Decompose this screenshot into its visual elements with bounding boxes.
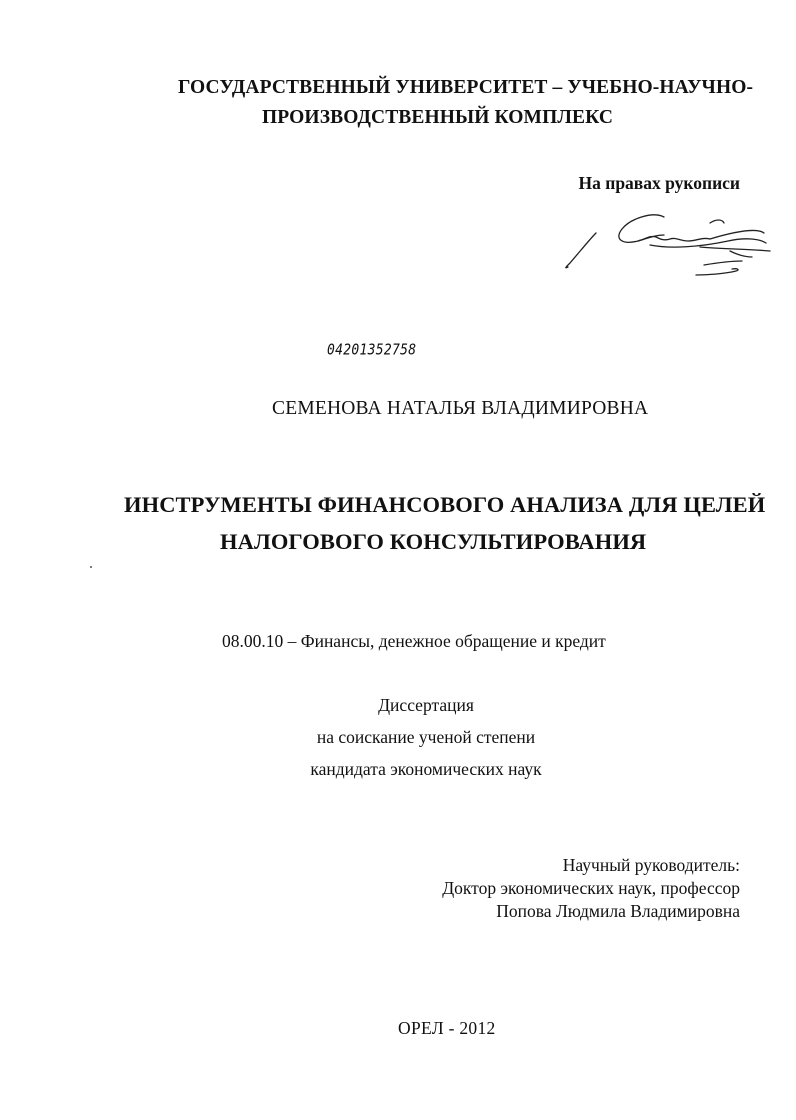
handwritten-signature: [560, 205, 780, 290]
city-year: ОРЕЛ - 2012: [398, 1018, 496, 1038]
dissertation-title-line1: ИНСТРУМЕНТЫ ФИНАНСОВОГО АНАЛИЗА ДЛЯ ЦЕЛЕЙ: [124, 492, 766, 517]
author-name: СЕМЕНОВА НАТАЛЬЯ ВЛАДИМИРОВНА: [272, 398, 649, 419]
specialty-code: 08.00.10 – Финансы, денежное обращение и кредит: [222, 631, 606, 651]
dissertation-title-line2: НАЛОГОВОГО КОНСУЛЬТИРОВАНИЯ: [220, 529, 647, 554]
supervisor-label: Научный руководитель:: [562, 855, 740, 875]
scan-speck: [90, 566, 92, 568]
supervisor-degree: Доктор экономических наук, профессор: [442, 878, 740, 898]
dissertation-label: Диссертация: [378, 695, 474, 715]
supervisor-name: Попова Людмила Владимировна: [496, 901, 740, 921]
barcode-number: 04201352758: [327, 341, 417, 360]
university-name-line1: ГОСУДАРСТВЕННЫЙ УНИВЕРСИТЕТ – УЧЕБНО-НАУЧНО-: [178, 77, 754, 98]
university-name-line2: ПРОИЗВОДСТВЕННЫЙ КОМПЛЕКС: [262, 107, 614, 128]
degree-purpose: на соискание ученой степени: [316, 727, 536, 747]
manuscript-rights-note: На правах рукописи: [578, 173, 740, 193]
degree-name: кандидата экономических наук: [310, 759, 542, 779]
